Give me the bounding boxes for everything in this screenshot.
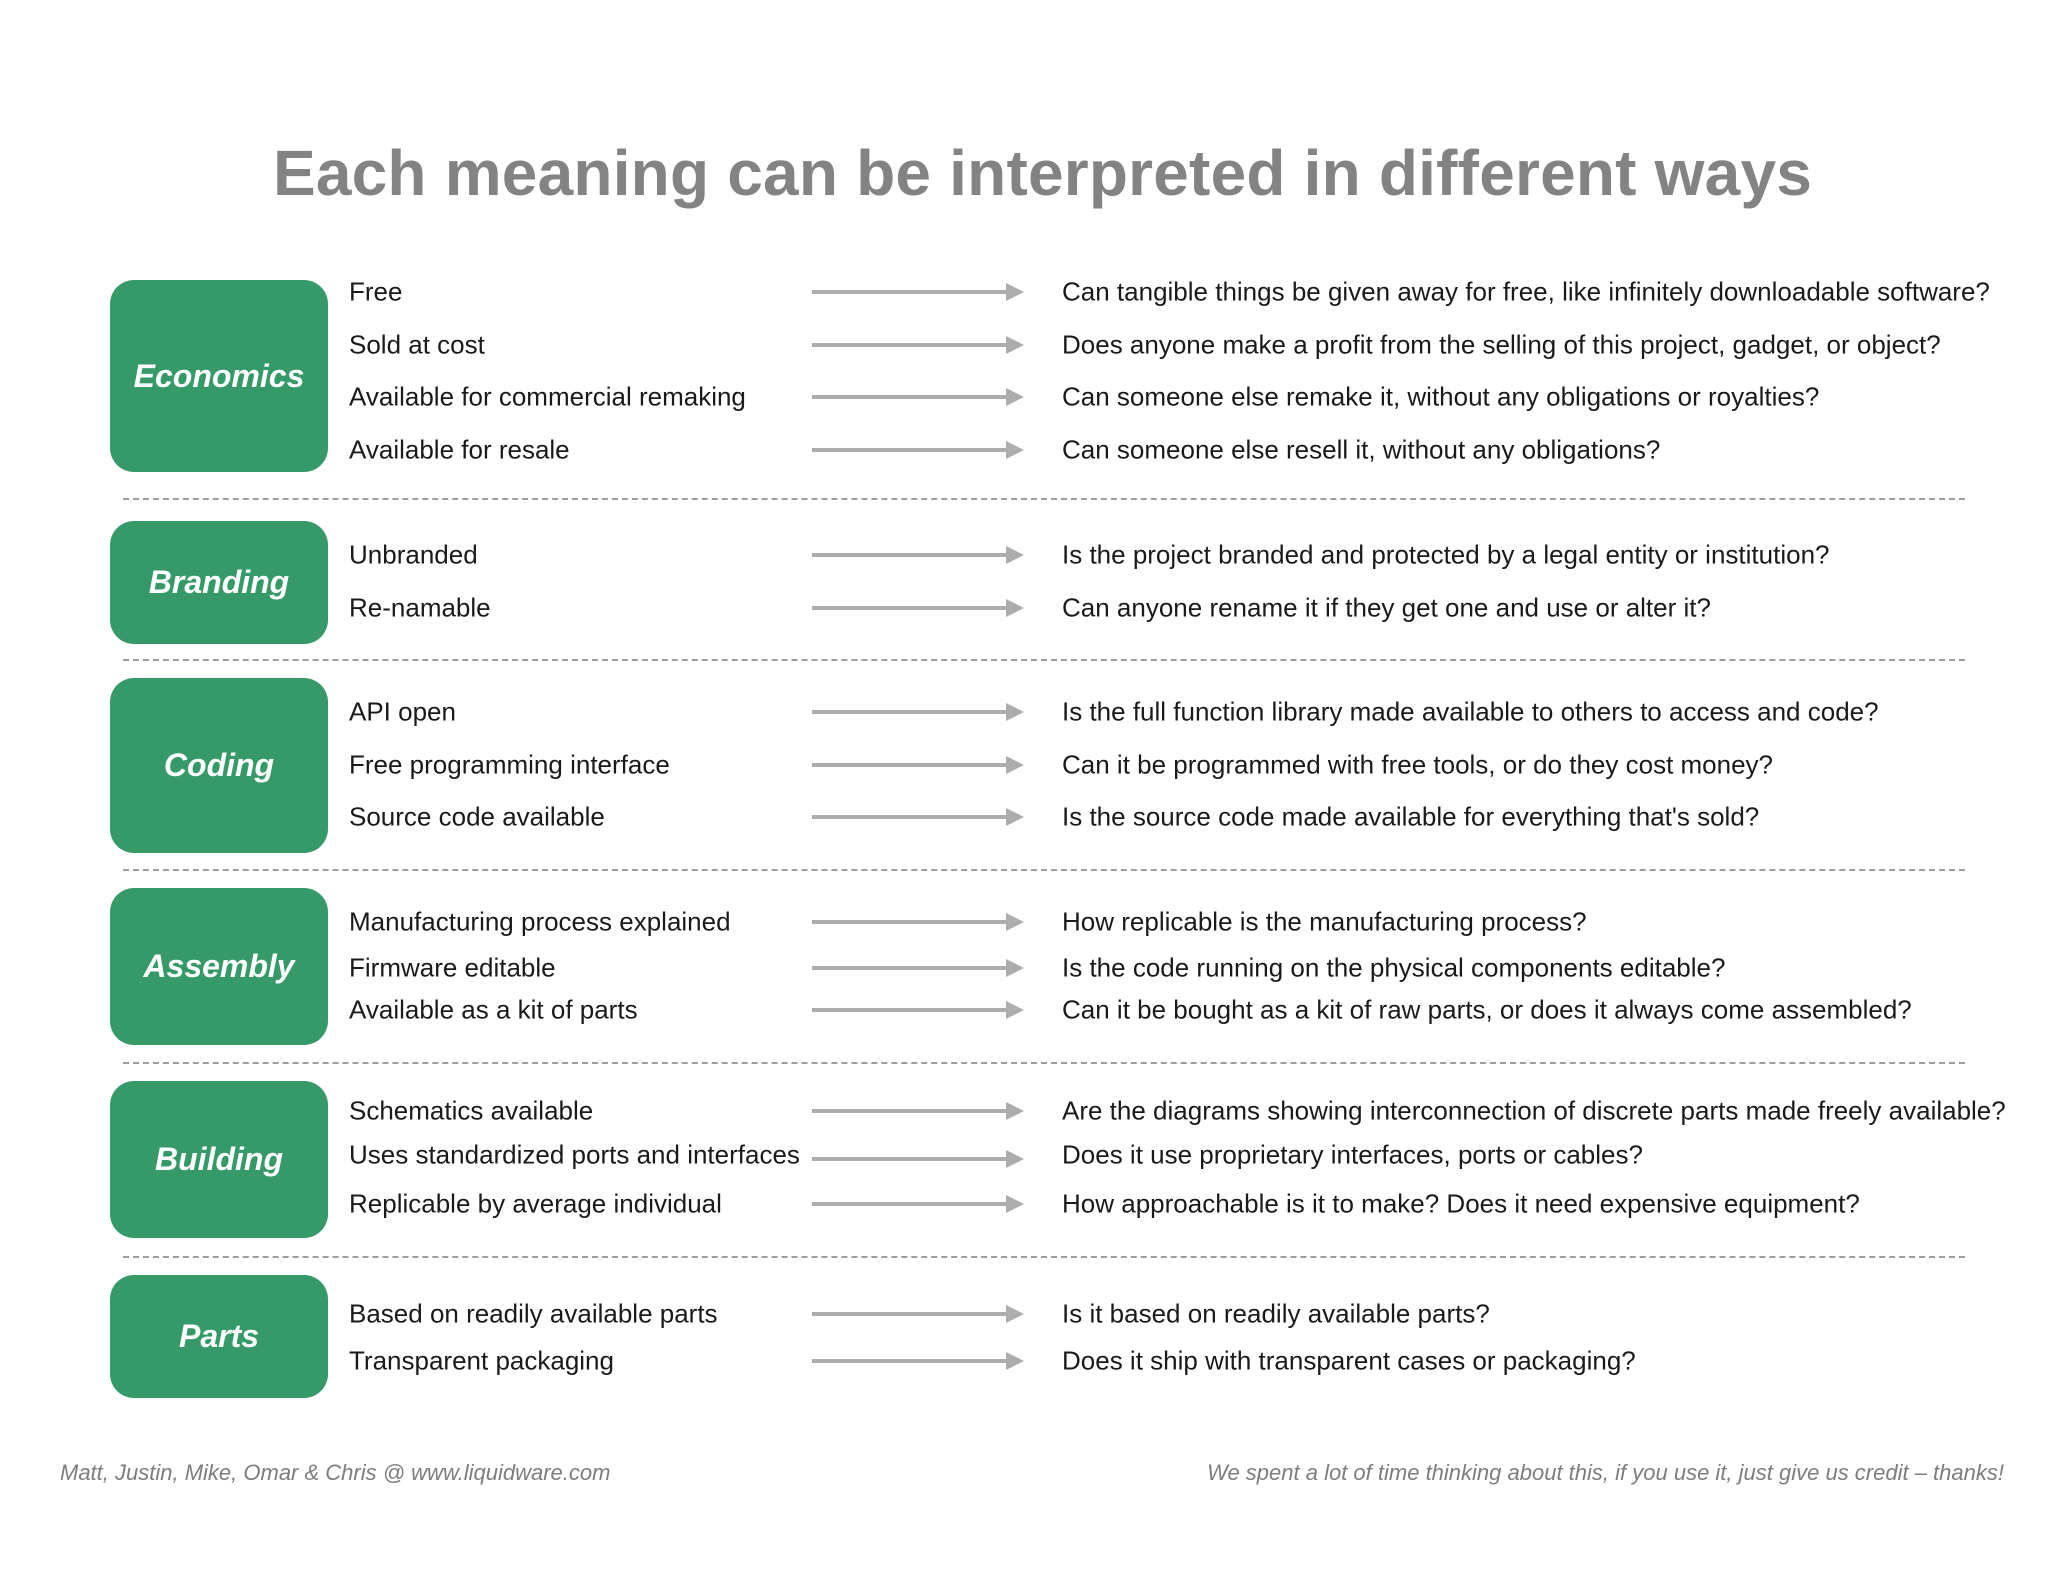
arrow-right-icon — [812, 545, 1024, 565]
criterion-label: Source code available — [349, 801, 605, 832]
criterion-question: Is the code running on the physical components editable? — [1062, 952, 1726, 983]
footer-credits: Matt, Justin, Mike, Omar & Chris @ www.liquidware.com — [60, 1460, 611, 1485]
criterion-question: Can someone else remake it, without any obligations or royalties? — [1062, 381, 1820, 412]
criterion-question: Can it be programmed with free tools, or do they cost money? — [1062, 749, 1774, 780]
category-assembly — [110, 888, 328, 1045]
category-label: Parts — [178, 1318, 260, 1354]
category-label: Building — [155, 1141, 283, 1177]
criterion-label: Schematics available — [349, 1095, 594, 1126]
criterion-label: Free — [349, 276, 403, 307]
arrow-right-icon — [812, 755, 1024, 775]
criterion-question: Does it ship with transparent cases or packaging? — [1062, 1345, 1636, 1376]
criterion-label: Available as a kit of parts — [349, 994, 638, 1025]
criterion-question: Is the full function library made available to others to access and code? — [1062, 696, 1879, 727]
criterion-label: Replicable by average individual — [349, 1188, 722, 1219]
criterion-label: Transparent packaging — [349, 1345, 614, 1376]
criterion-label: Unbranded — [349, 539, 478, 570]
category-economics — [110, 280, 328, 472]
criterion-label: Available for resale — [349, 434, 570, 465]
section-divider — [123, 1256, 1965, 1258]
arrow-right-icon — [812, 335, 1024, 355]
arrow-right-icon — [812, 1149, 1024, 1169]
category-parts — [110, 1275, 328, 1398]
criterion-label: Uses standardized ports and interfaces — [349, 1139, 800, 1170]
arrow-right-icon — [812, 912, 1024, 932]
criterion-label: Manufacturing process explained — [349, 906, 731, 937]
arrow-right-icon — [812, 807, 1024, 827]
arrow-right-icon — [812, 1194, 1024, 1214]
criterion-question: Can someone else resell it, without any obligations? — [1062, 434, 1661, 465]
arrow-right-icon — [812, 598, 1024, 618]
arrow-right-icon — [812, 702, 1024, 722]
arrow-right-icon — [812, 387, 1024, 407]
arrow-right-icon — [812, 1101, 1024, 1121]
criterion-label: Sold at cost — [349, 329, 485, 360]
criterion-question: Is it based on readily available parts? — [1062, 1298, 1490, 1329]
category-label: Branding — [148, 564, 290, 600]
category-label: Coding — [163, 747, 275, 783]
arrow-right-icon — [812, 440, 1024, 460]
criterion-question: Does it use proprietary interfaces, ports or cables? — [1062, 1139, 1643, 1170]
section-divider — [123, 1062, 1965, 1064]
criterion-label: Free programming interface — [349, 749, 670, 780]
criterion-label: Re-namable — [349, 592, 491, 623]
footer-note: We spent a lot of time thinking about this, if you use it, just give us credit – thanks! — [1207, 1460, 2004, 1485]
category-building — [110, 1081, 328, 1238]
category-coding — [110, 678, 328, 853]
arrow-right-icon — [812, 1351, 1024, 1371]
section-divider — [123, 869, 1965, 871]
criterion-question: Are the diagrams showing interconnection of discrete parts made freely available? — [1062, 1095, 2006, 1126]
arrow-right-icon — [812, 1000, 1024, 1020]
criterion-question: Is the project branded and protected by a legal entity or institution? — [1062, 539, 1830, 570]
arrow-right-icon — [812, 1304, 1024, 1324]
criterion-question: Can tangible things be given away for free, like infinitely downloadable software? — [1062, 276, 1990, 307]
criterion-label: Firmware editable — [349, 952, 556, 983]
criterion-question: Is the source code made available for everything that's sold? — [1062, 801, 1760, 832]
section-divider — [123, 659, 1965, 661]
category-label: Assembly — [143, 948, 295, 984]
criterion-question: Does anyone make a profit from the selling of this project, gadget, or object? — [1062, 329, 1941, 360]
criterion-question: How replicable is the manufacturing process? — [1062, 906, 1587, 937]
page-title: Each meaning can be interpreted in different ways — [272, 137, 1813, 209]
criterion-question: Can anyone rename it if they get one and use or alter it? — [1062, 592, 1711, 623]
criterion-question: How approachable is it to make? Does it need expensive equipment? — [1062, 1188, 1860, 1219]
criterion-label: Available for commercial remaking — [349, 381, 746, 412]
criterion-label: Based on readily available parts — [349, 1298, 718, 1329]
arrow-right-icon — [812, 958, 1024, 978]
section-divider — [123, 498, 1965, 500]
category-branding — [110, 521, 328, 644]
arrow-right-icon — [812, 282, 1024, 302]
criterion-question: Can it be bought as a kit of raw parts, or does it always come assembled? — [1062, 994, 1912, 1025]
criterion-label: API open — [349, 696, 456, 727]
category-label: Economics — [133, 357, 305, 394]
